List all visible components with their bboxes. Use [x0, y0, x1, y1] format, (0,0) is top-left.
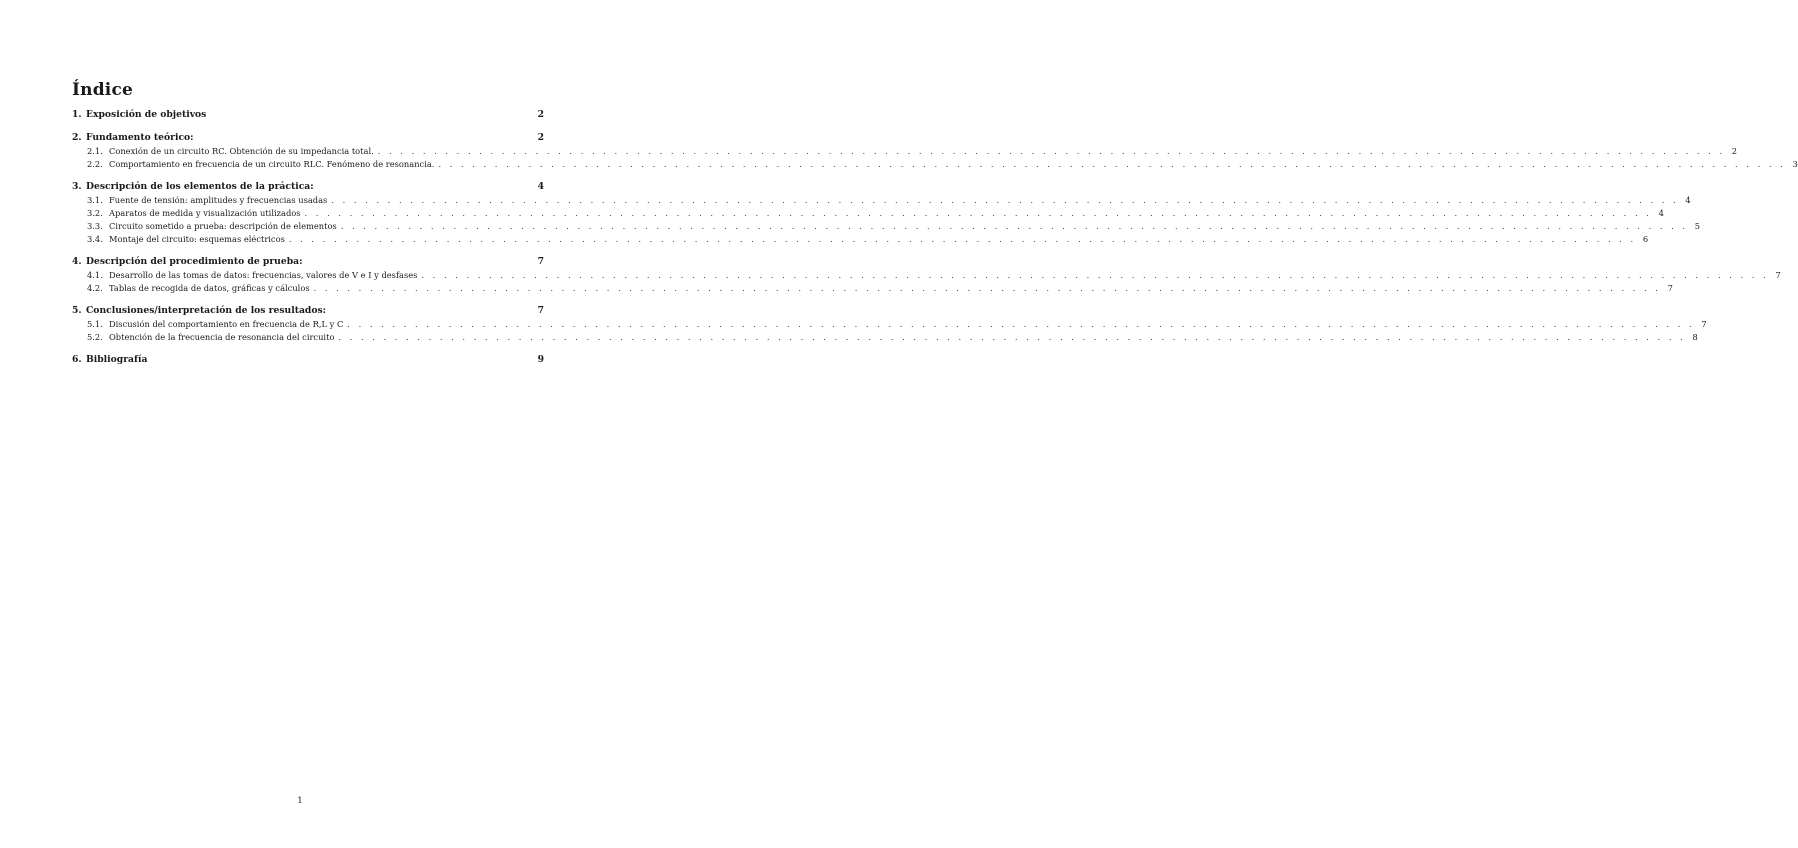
section-page-number: 2: [537, 132, 544, 143]
dot-leader: . . . . . . . . . . . . . . . . . . . . . . . . . . . . . . . . . . . . . . . . . . . . . . . . . . . . . . . . . . . . . . . . . . . . . . . . . . . . . . . . . . . . . . . . . . . . . . . . . . . . . . . . . . . . . . . . . . . . . . . .: [347, 319, 1695, 329]
toc-section: [72, 108, 544, 122]
subsection-page-number: 7: [1775, 270, 1781, 280]
toc-subsection-entry[interactable]: [72, 233, 1649, 246]
subsection-number: 5.1.: [87, 319, 103, 329]
section-number: 6.: [72, 354, 82, 365]
subsection-title: Circuito sometido a prueba: descripción de elementos: [109, 221, 337, 231]
toc-section: [72, 131, 1798, 171]
section-number: 1.: [72, 109, 82, 120]
dot-leader: . . . . . . . . . . . . . . . . . . . . . . . . . . . . . . . . . . . . . . . . . . . . . . . . . . . . . . . . . . . . . . . . . . . . . . . . . . . . . . . . . . . . . . . . . . . . . . . . . . . . . . . . . . . . . . . . . . . . . . . .: [304, 208, 1652, 218]
page-title: Índice: [72, 80, 134, 100]
section-title: Descripción del procedimiento de prueba:: [86, 256, 303, 267]
toc-subsection-entry[interactable]: [72, 194, 1691, 207]
dot-leader: . . . . . . . . . . . . . . . . . . . . . . . . . . . . . . . . . . . . . . . . . . . . . . . . . . . . . . . . . . . . . . . . . . . . . . . . . . . . . . . . . . . . . . . . . . . . . . . . . . . . . . . . . . . . . . . . . . . . . . . .: [313, 283, 1661, 293]
section-page-number: 4: [537, 181, 544, 192]
subsection-page-number: 7: [1701, 319, 1707, 329]
section-page-number: 9: [537, 354, 544, 365]
toc-section-entry[interactable]: [72, 304, 544, 318]
toc-subsection-entry[interactable]: [72, 269, 1781, 282]
section-number: 4.: [72, 256, 82, 267]
subsection-number: 4.2.: [87, 283, 103, 293]
section-number: 2.: [72, 132, 82, 143]
dot-leader: . . . . . . . . . . . . . . . . . . . . . . . . . . . . . . . . . . . . . . . . . . . . . . . . . . . . . . . . . . . . . . . . . . . . . . . . . . . . . . . . . . . . . . . . . . . . . . . . . . . . . . . . . . . . . . . . . . . . . . . .: [421, 270, 1769, 280]
dot-leader: . . . . . . . . . . . . . . . . . . . . . . . . . . . . . . . . . . . . . . . . . . . . . . . . . . . . . . . . . . . . . . . . . . . . . . . . . . . . . . . . . . . . . . . . . . . . . . . . . . . . . . . . . . . . . . . . . . . . . . . .: [288, 234, 1637, 244]
section-page-number: 2: [537, 109, 544, 120]
toc-subsection-entry[interactable]: [72, 318, 1707, 331]
subsection-page-number: 3: [1792, 159, 1798, 169]
subsection-title: Desarrollo de las tomas de datos: frecuencias, valores de V e I y desfases: [109, 270, 418, 280]
toc-section: [72, 180, 1701, 246]
subsection-page-number: 7: [1667, 283, 1673, 293]
section-page-number: 7: [537, 256, 544, 267]
toc-subsection-entry[interactable]: [72, 207, 1664, 220]
toc-section: [72, 255, 1781, 295]
section-title: Fundamento teórico:: [86, 132, 194, 143]
subsection-title: Comportamiento en frecuencia de un circuito RLC. Fenómeno de resonancia.: [109, 159, 435, 169]
subsection-page-number: 2: [1731, 146, 1738, 156]
section-page-number: 7: [537, 305, 544, 316]
section-title: Conclusiones/interpretación de los resultados:: [86, 305, 327, 316]
subsection-title: Obtención de la frecuencia de resonancia del circuito: [109, 332, 335, 342]
subsection-number: 3.4.: [87, 234, 103, 244]
page-number: 1: [297, 796, 303, 806]
subsection-number: 4.1.: [87, 270, 103, 280]
toc-subsection-entry[interactable]: [72, 331, 1698, 344]
toc-section-entry[interactable]: [72, 131, 544, 145]
subsection-page-number: 4: [1685, 195, 1691, 205]
subsection-title: Fuente de tensión: amplitudes y frecuencias usadas: [109, 195, 328, 205]
section-title: Bibliografía: [86, 354, 148, 365]
subsection-number: 2.1.: [87, 146, 103, 156]
subsection-title: Aparatos de medida y visualización utilizados: [109, 208, 301, 218]
dot-leader: . . . . . . . . . . . . . . . . . . . . . . . . . . . . . . . . . . . . . . . . . . . . . . . . . . . . . . . . . . . . . . . . . . . . . . . . . . . . . . . . . . . . . . . . . . . . . . . . . . . . . . . . . . . . . . . . . . . . . . . .: [438, 159, 1786, 169]
subsection-number: 3.1.: [87, 195, 103, 205]
dot-leader: . . . . . . . . . . . . . . . . . . . . . . . . . . . . . . . . . . . . . . . . . . . . . . . . . . . . . . . . . . . . . . . . . . . . . . . . . . . . . . . . . . . . . . . . . . . . . . . . . . . . . . . . . . . . . . . . . . . . . . . .: [377, 146, 1726, 156]
toc-section-entry[interactable]: [72, 255, 544, 269]
toc-section: [72, 353, 544, 367]
toc-subsection-entry[interactable]: [72, 158, 1798, 171]
dot-leader: . . . . . . . . . . . . . . . . . . . . . . . . . . . . . . . . . . . . . . . . . . . . . . . . . . . . . . . . . . . . . . . . . . . . . . . . . . . . . . . . . . . . . . . . . . . . . . . . . . . . . . . . . . . . . . . . . . . . . . . .: [338, 332, 1686, 342]
subsection-page-number: 5: [1694, 221, 1701, 231]
subsection-number: 3.2.: [87, 208, 103, 218]
subsection-page-number: 8: [1692, 332, 1698, 342]
toc-section-entry[interactable]: [72, 180, 544, 194]
subsection-page-number: 4: [1658, 208, 1664, 218]
toc-section: [72, 304, 1707, 344]
subsection-title: Montaje del circuito: esquemas eléctricos: [109, 234, 285, 244]
toc-section-entry[interactable]: [72, 108, 544, 122]
toc-section-entry[interactable]: [72, 353, 544, 367]
subsection-title: Discusión del comportamiento en frecuencia de R,L y C: [109, 319, 344, 329]
subsection-number: 5.2.: [87, 332, 103, 342]
subsection-number: 3.3.: [87, 221, 103, 231]
section-title: Exposición de objetivos: [86, 109, 207, 120]
section-number: 3.: [72, 181, 82, 192]
toc-subsection-entry[interactable]: [72, 220, 1701, 233]
dot-leader: . . . . . . . . . . . . . . . . . . . . . . . . . . . . . . . . . . . . . . . . . . . . . . . . . . . . . . . . . . . . . . . . . . . . . . . . . . . . . . . . . . . . . . . . . . . . . . . . . . . . . . . . . . . . . . . . . . . . . . . .: [340, 221, 1689, 231]
dot-leader: . . . . . . . . . . . . . . . . . . . . . . . . . . . . . . . . . . . . . . . . . . . . . . . . . . . . . . . . . . . . . . . . . . . . . . . . . . . . . . . . . . . . . . . . . . . . . . . . . . . . . . . . . . . . . . . . . . . . . . . .: [331, 195, 1679, 205]
table-of-contents: [72, 108, 1798, 376]
subsection-title: Tablas de recogida de datos, gráficas y cálculos: [109, 283, 310, 293]
subsection-title: Conexión de un circuito RC. Obtención de su impedancia total.: [109, 146, 374, 156]
section-title: Descripción de los elementos de la práctica:: [86, 181, 314, 192]
subsection-number: 2.2.: [87, 159, 103, 169]
subsection-page-number: 6: [1642, 234, 1649, 244]
toc-subsection-entry[interactable]: [72, 282, 1673, 295]
toc-subsection-entry[interactable]: [72, 145, 1738, 158]
section-number: 5.: [72, 305, 82, 316]
